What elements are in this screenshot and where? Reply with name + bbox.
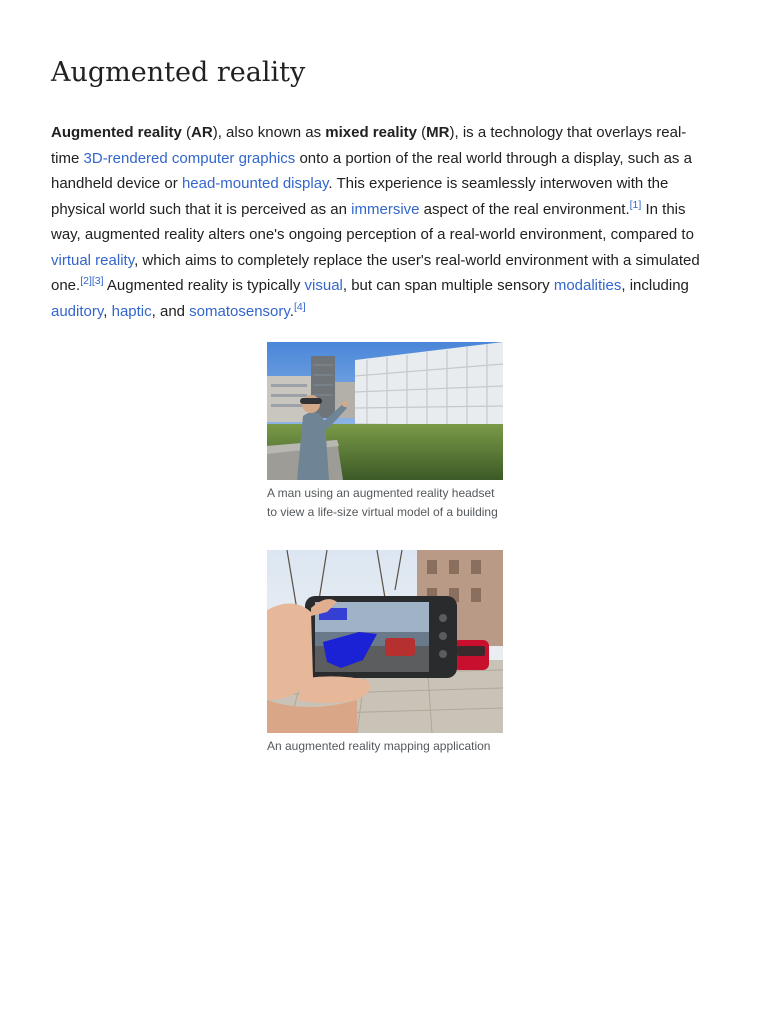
citation-link-1[interactable]: [1] — [629, 198, 642, 211]
text: In this way, augmented reality alters one's ongoing perception of a real-world environment, compared to — [51, 200, 694, 243]
text: . — [289, 302, 294, 320]
figure-caption: An augmented reality mapping application — [267, 739, 491, 753]
link-modalities[interactable]: modalities — [553, 277, 622, 294]
text: aspect of the real environment. — [419, 200, 630, 218]
ar-headset-image[interactable] — [267, 342, 503, 480]
link-virtual-reality[interactable]: virtual reality — [51, 251, 135, 269]
text: , and — [151, 302, 190, 320]
link-haptic[interactable]: haptic — [111, 302, 152, 320]
link-3d-rendered-graphics[interactable]: 3D-rendered computer graphics — [83, 149, 296, 167]
intro-paragraph — [51, 120, 713, 324]
term-augmented-reality: Augmented reality — [51, 124, 182, 141]
text: , which aims to completely replace the user's real-world environment with a simulated one. — [51, 251, 700, 294]
citation-link-3[interactable]: [3] — [91, 275, 104, 287]
text: , — [103, 302, 112, 320]
text: . This experience is seamlessly interwoven with the physical world such that it is perceived as an — [51, 175, 669, 218]
text: ( — [417, 124, 427, 141]
link-auditory[interactable]: auditory — [51, 302, 104, 320]
link-immersive[interactable]: immersive — [351, 200, 420, 218]
citation — [80, 275, 103, 287]
link-somatosensory[interactable]: somatosensory — [189, 302, 290, 320]
text: Augmented reality is typically — [103, 277, 305, 294]
text: ), is a technology that overlays real-time — [51, 124, 687, 167]
figure-caption: A man using an augmented reality headset to view a life-size virtual model of a building — [267, 486, 498, 519]
link-head-mounted-display[interactable]: head-mounted display — [181, 175, 329, 192]
citation — [294, 301, 306, 313]
text: , including — [621, 277, 689, 294]
abbr-mr: MR — [426, 124, 450, 141]
ar-mapping-image[interactable] — [267, 550, 503, 733]
text: onto a portion of the real world through a display, such as a handheld device or — [51, 149, 692, 192]
text: , but can span multiple sensory — [342, 277, 554, 294]
term-mixed-reality: mixed reality — [325, 124, 417, 141]
citation-link-4[interactable]: [4] — [293, 300, 306, 313]
ar-mapping-photo — [267, 550, 503, 733]
citation — [630, 199, 642, 211]
figure-ar-headset — [267, 342, 503, 522]
ar-headset-photo — [267, 342, 503, 480]
abbr-ar: AR — [191, 124, 213, 141]
text: ), also known as — [212, 124, 326, 141]
page-title: Augmented reality — [51, 57, 306, 88]
text: ( — [181, 124, 192, 141]
citation-link-2[interactable]: [2] — [80, 275, 92, 287]
link-visual[interactable]: visual — [304, 277, 343, 294]
figure-ar-mapping — [267, 550, 503, 756]
